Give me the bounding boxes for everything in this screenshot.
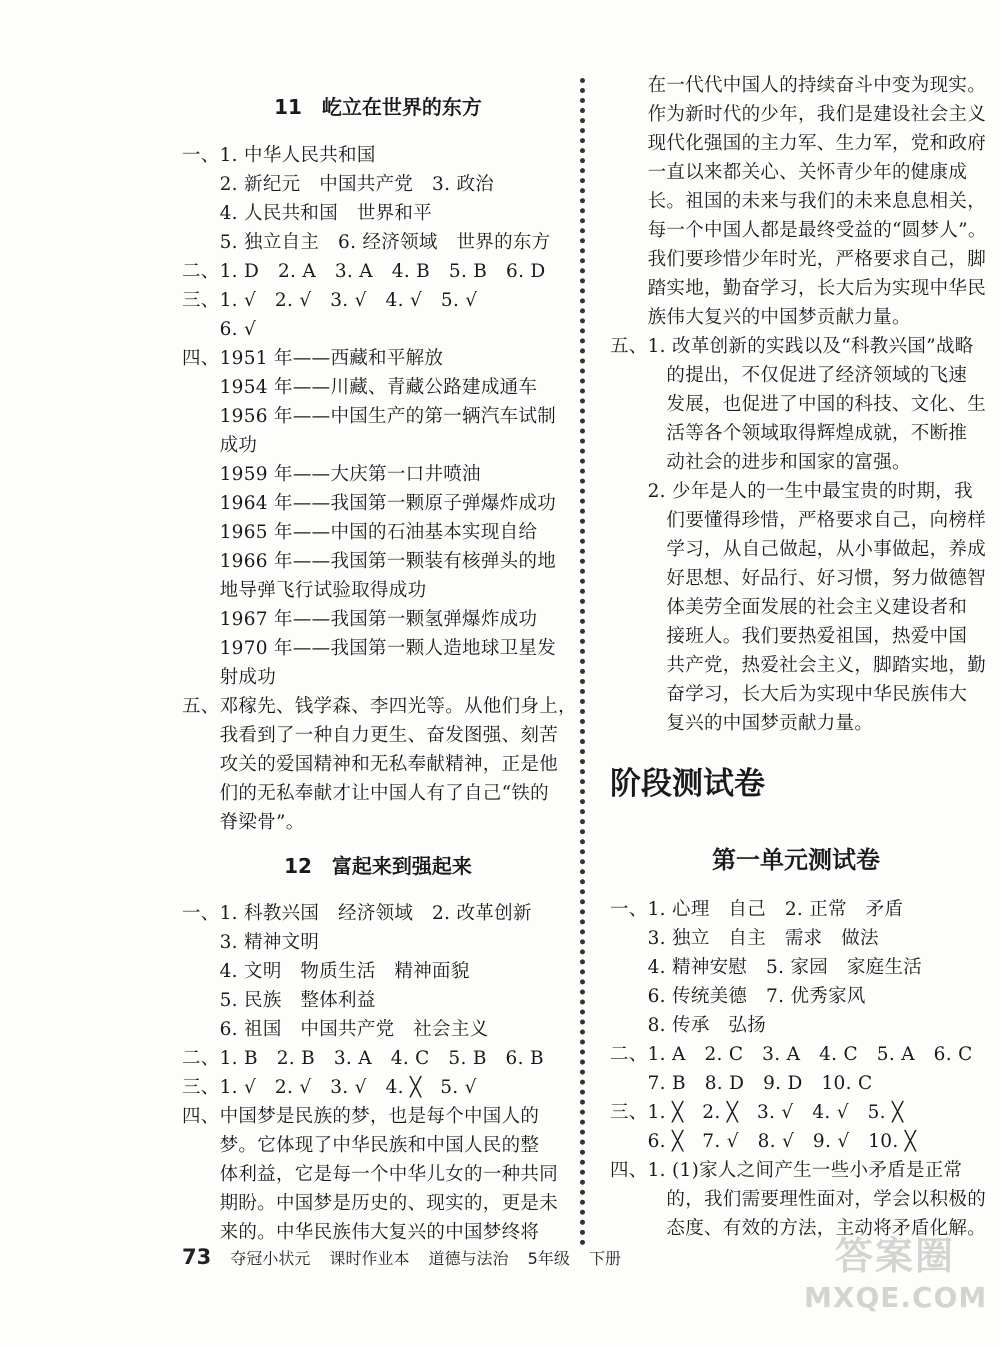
watermark-logo-text: 答案圈 [834, 1234, 955, 1278]
footer-book: 课时作业本 [329, 1249, 410, 1268]
answer-line: 6. 祖国 中国共产党 社会主义 [182, 1019, 489, 1040]
answer-line: 一、1. 心理 自己 2. 正常 矛盾 [610, 899, 904, 920]
answer-line: 1956 年——中国生产的第一辆汽车试制 [182, 406, 557, 427]
answer-line: 二、1. B 2. B 3. A 4. C 5. B 6. B [182, 1048, 544, 1069]
answer-line: 四、1951 年——西藏和平解放 [182, 348, 444, 369]
watermark-url: MXQE.COM [804, 1281, 988, 1314]
footer-volume: 下册 [588, 1249, 621, 1268]
answer-line: 3. 精神文明 [182, 932, 320, 953]
column-divider [580, 78, 585, 1246]
answer-line: 五、1. 改革创新的实践以及“科教兴国”战略 [610, 336, 974, 357]
answer-line: 2. 少年是人的一生中最宝贵的时期，我 [610, 481, 973, 502]
answer-line: 1964 年——我国第一颗原子弹爆炸成功 [182, 493, 557, 514]
answer-line: 二、1. A 2. C 3. A 4. C 5. A 6. C [610, 1044, 973, 1065]
answer-line: 动社会的进步和国家的富强。 [610, 452, 911, 473]
answer-line: 6. 传统美德 7. 优秀家风 [610, 986, 866, 1007]
section-12-title: 12 富起来到强起来 [284, 854, 472, 878]
answer-line: 三、1. √ 2. √ 3. √ 4. √ 5. √ [182, 290, 478, 311]
answer-line: 来的。中华民族伟大复兴的中国梦终将 [182, 1222, 540, 1243]
answer-line: 们要懂得珍惜，严格要求自己，向榜样 [610, 510, 987, 531]
answer-line: 的，我们需要理性面对，学会以积极的 [610, 1189, 987, 1210]
answer-line: 族伟大复兴的中国梦贡献力量。 [610, 307, 911, 328]
answer-line: 6. ╳ 7. √ 8. √ 9. √ 10. ╳ [610, 1131, 917, 1152]
page-footer [182, 1245, 635, 1275]
answer-line: 们的无私奉献才让中国人有了自己“铁的 [182, 783, 549, 804]
page-number: 73 [182, 1245, 212, 1269]
answer-line: 4. 人民共和国 世界和平 [182, 203, 433, 224]
answer-line: 奋学习，长大后为实现中华民族伟大 [610, 684, 968, 705]
answer-line: 三、1. √ 2. √ 3. √ 4. ╳ 5. √ [182, 1077, 477, 1098]
answer-line: 2. 新纪元 中国共产党 3. 政治 [182, 174, 495, 195]
section-11-title: 11 屹立在世界的东方 [274, 95, 482, 119]
answer-line: 射成功 [182, 667, 277, 688]
answer-line: 一、1. 科教兴国 经济领域 2. 改革创新 [182, 903, 532, 924]
answer-line: 二、1. D 2. A 3. A 4. B 5. B 6. D [182, 261, 546, 282]
answer-line: 1967 年——我国第一颗氢弹爆炸成功 [182, 609, 538, 630]
answer-line: 学习，从自己做起，从小事做起，养成 [610, 539, 987, 560]
answer-line: 现代化强国的主力军、生力军，党和政府 [610, 133, 987, 154]
answer-line: 复兴的中国梦贡献力量。 [610, 713, 874, 734]
site-watermark [804, 1232, 986, 1332]
answer-line: 活等各个领域取得辉煌成就，不断推 [610, 423, 968, 444]
answer-line: 体美劳全面发展的社会主义建设者和 [610, 597, 968, 618]
answer-line: 脊梁骨”。 [182, 812, 305, 833]
answer-line: 我们要珍惜少年时光，严格要求自己，脚 [610, 249, 987, 270]
answer-line: 五、邓稼先、钱学森、李四光等。从他们身上， [182, 696, 577, 717]
answer-line: 长。祖国的未来与我们的未来息息相关， [610, 191, 987, 212]
answer-line: 四、中国梦是民族的梦，也是每个中国人的 [182, 1106, 540, 1127]
answer-line: 三、1. ╳ 2. ╳ 3. √ 4. √ 5. ╳ [610, 1102, 904, 1123]
answer-line: 在一代代中国人的持续奋斗中变为现实。 [610, 75, 987, 96]
answer-line: 5. 独立自主 6. 经济领域 世界的东方 [182, 232, 551, 253]
answer-line: 体利益，它是每一个中华儿女的一种共同 [182, 1164, 559, 1185]
answer-line: 共产党，热爱社会主义，脚踏实地，勤 [610, 655, 987, 676]
answer-line: 接班人。我们要热爱祖国，热爱中国 [610, 626, 968, 647]
answer-line: 8. 传承 弘扬 [610, 1015, 767, 1036]
answer-line: 态度、有效的方法，主动将矛盾化解。 [610, 1218, 987, 1239]
answer-line: 4. 精神安慰 5. 家园 家庭生活 [610, 957, 923, 978]
answer-line: 四、1. (1)家人之间产生一些小矛盾是正常 [610, 1160, 963, 1181]
answer-line: 期盼。中国梦是历史的、现实的，更是未 [182, 1193, 559, 1214]
answer-line: 每一个中国人都是最终受益的“圆梦人”。 [610, 220, 987, 241]
answer-line: 5. 民族 整体利益 [182, 990, 376, 1011]
answer-line: 1966 年——我国第一颗装有核弹头的地 [182, 551, 557, 572]
answer-line: 发展，也促进了中国的科技、文化、生 [610, 394, 987, 415]
answer-line: 作为新时代的少年，我们是建设社会主义 [610, 104, 987, 125]
answer-line: 1954 年——川藏、青藏公路建成通车 [182, 377, 538, 398]
unit-test-title: 第一单元测试卷 [712, 846, 880, 874]
answer-line: 地导弹飞行试验取得成功 [182, 580, 427, 601]
answer-line: 4. 文明 物质生活 精神面貌 [182, 961, 470, 982]
answer-line: 攻关的爱国精神和无私奉献精神，正是他 [182, 754, 559, 775]
answer-line: 一、1. 中华人民共和国 [182, 145, 376, 166]
answer-line: 踏实地，勤奋学习，长大后为实现中华民 [610, 278, 987, 299]
answer-line: 1970 年——我国第一颗人造地球卫星发 [182, 638, 557, 659]
answer-line: 好思想、好品行、好习惯，努力做德智 [610, 568, 987, 589]
footer-series: 夺冠小状元 [230, 1249, 311, 1268]
answer-line: 成功 [182, 435, 258, 456]
answer-line: 一直以来都关心、关怀青少年的健康成 [610, 162, 968, 183]
footer-subject: 道德与法治 [428, 1249, 509, 1268]
answer-line: 1965 年——中国的石油基本实现自给 [182, 522, 538, 543]
answer-line: 6. √ [182, 319, 257, 340]
answer-line: 我看到了一种自力更生、奋发图强、刻苦 [182, 725, 559, 746]
answer-line: 3. 独立 自主 需求 做法 [610, 928, 879, 949]
footer-grade: 5年级 [527, 1249, 570, 1268]
answer-line: 1959 年——大庆第一口井喷油 [182, 464, 481, 485]
answer-line: 的提出，不仅促进了经济领域的飞速 [610, 365, 968, 386]
stage-test-title: 阶段测试卷 [610, 766, 765, 802]
answer-line: 7. B 8. D 9. D 10. C [610, 1073, 873, 1094]
answer-line: 梦。它体现了中华民族和中国人民的整 [182, 1135, 540, 1156]
